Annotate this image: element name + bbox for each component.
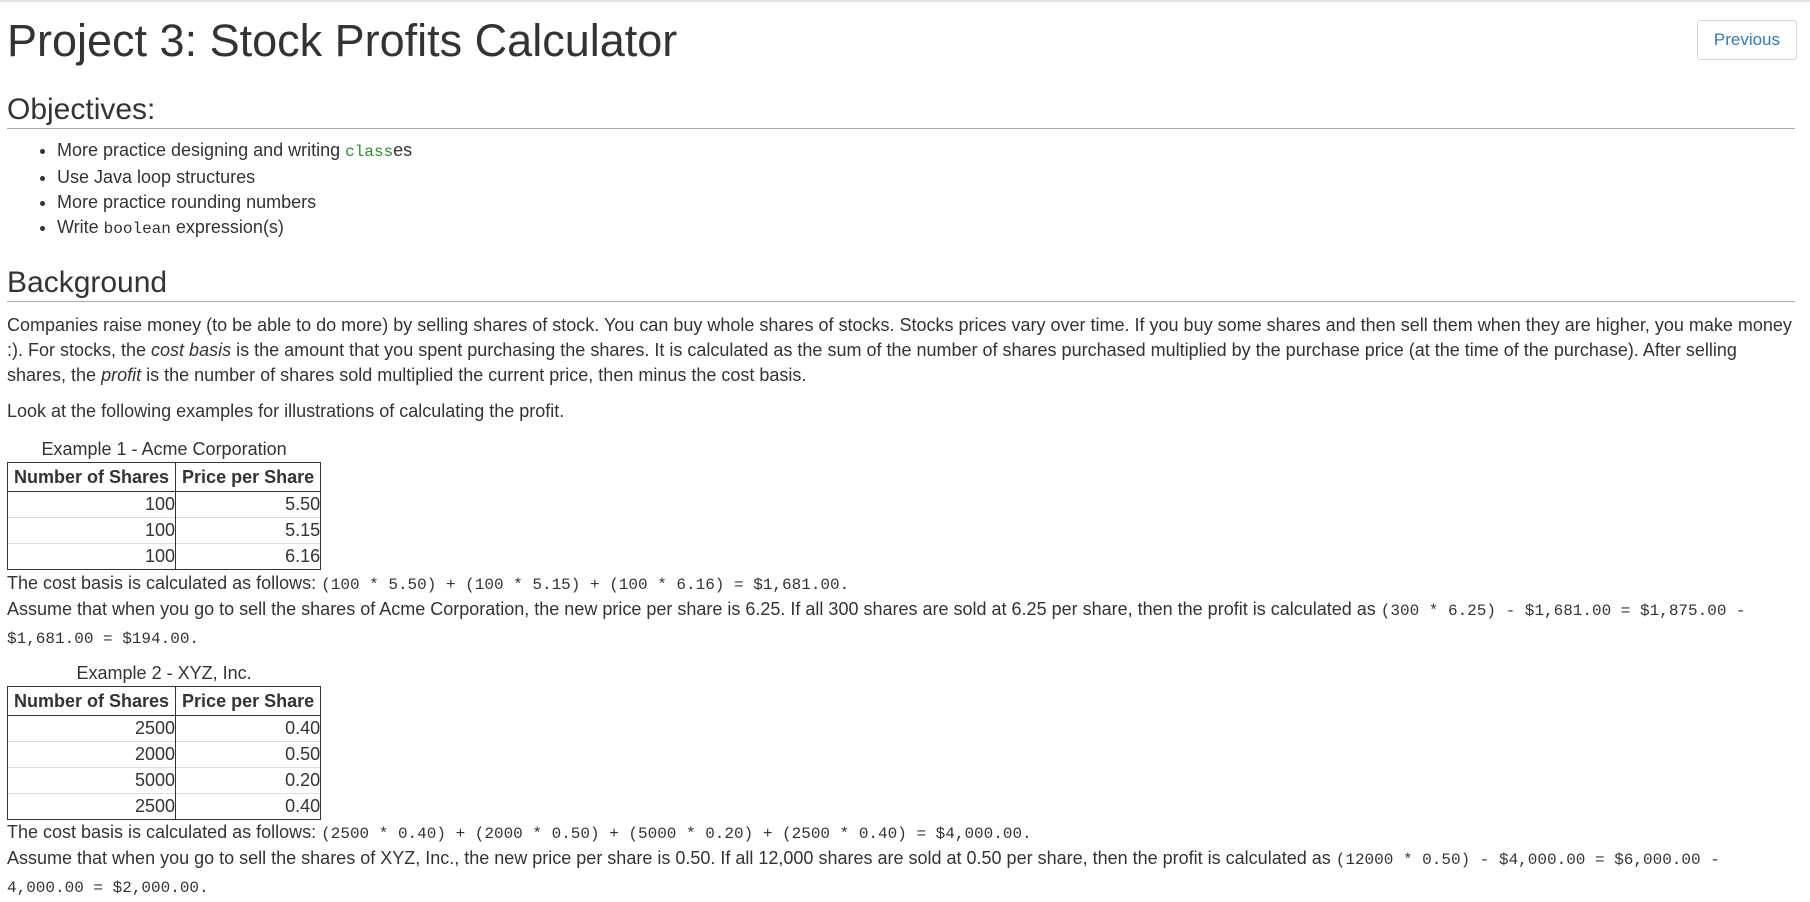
table-header-row	[8, 463, 321, 492]
background-heading: Background	[7, 266, 1795, 302]
cost-text: The cost basis is calculated as follows:	[7, 573, 322, 593]
example-1-cost-line	[7, 570, 1797, 598]
list-item-text: More practice designing and writing	[57, 140, 346, 160]
table-row	[8, 716, 321, 742]
profit-text: Assume that when you go to sell the shares of XYZ, Inc., the new price per share is 0.50. If all 12,000 shares are sold at 0.50 per share, then the profit is calculated as	[7, 848, 1336, 868]
column-header: Price per Share	[176, 687, 321, 716]
inline-code: class	[345, 143, 394, 161]
table-cell: 2500	[8, 716, 176, 742]
list-item	[57, 138, 412, 165]
table-header-row	[8, 687, 321, 716]
profit-text: Assume that when you go to sell the shares of Acme Corporation, the new price per share is 6.25. If all 300 shares are sold at 6.25 per share, then the profit is calculated as	[7, 599, 1381, 619]
cost-formula: (100 * 5.50) + (100 * 5.15) + (100 * 6.16) = $1,681.00.	[321, 576, 850, 594]
example-1-profit-line	[7, 596, 1797, 652]
table-cell: 100	[8, 544, 176, 570]
table-cell: 2500	[8, 794, 176, 820]
list-item	[57, 165, 412, 190]
column-header: Number of Shares	[8, 687, 176, 716]
list-item	[57, 215, 412, 242]
cost-text: The cost basis is calculated as follows:	[7, 822, 322, 842]
table-cell: 5.50	[176, 492, 321, 518]
background-section	[7, 266, 1795, 302]
term-cost-basis: cost basis	[151, 340, 232, 360]
term-profit: profit	[101, 365, 142, 385]
table-cell: 6.16	[176, 544, 321, 570]
example-1	[7, 437, 321, 570]
inline-code: boolean	[103, 220, 171, 238]
table-row	[8, 794, 321, 820]
table-row	[8, 518, 321, 544]
table-cell: 100	[8, 518, 176, 544]
list-item-text: Use Java loop structures	[57, 167, 256, 187]
example-2-profit-line	[7, 845, 1797, 901]
table-cell: 0.40	[176, 794, 321, 820]
objectives-heading: Objectives:	[7, 93, 1795, 129]
table-cell: 100	[8, 492, 176, 518]
table-cell: 5000	[8, 768, 176, 794]
background-paragraph	[7, 313, 1797, 388]
examples-intro: Look at the following examples for illustrations of calculating the profit.	[7, 401, 565, 421]
table-row	[8, 768, 321, 794]
example-2-caption: Example 2 - XYZ, Inc.	[76, 663, 252, 683]
example-1-caption: Example 1 - Acme Corporation	[41, 439, 287, 459]
table-cell: 0.40	[176, 716, 321, 742]
objectives-section	[7, 93, 1795, 129]
list-item-text: expression(s)	[170, 217, 284, 237]
top-border	[0, 0, 1810, 2]
objectives-list	[7, 138, 412, 242]
column-header: Price per Share	[176, 463, 321, 492]
example-2-cost-line	[7, 819, 1797, 847]
paragraph-text: is the number of shares sold multiplied the current price, then minus the cost basis.	[141, 365, 807, 385]
table-cell: 0.50	[176, 742, 321, 768]
table-cell: 5.15	[176, 518, 321, 544]
list-item	[57, 190, 412, 215]
example-2	[7, 661, 321, 820]
cost-formula: (2500 * 0.40) + (2000 * 0.50) + (5000 * 0.20) + (2500 * 0.40) = $4,000.00.	[321, 825, 1032, 843]
table-row	[8, 544, 321, 570]
table-cell: 0.20	[176, 768, 321, 794]
list-item-text: es	[393, 140, 413, 160]
table-cell: 2000	[8, 742, 176, 768]
example-2-table	[7, 661, 321, 820]
page-title: Project 3: Stock Profits Calculator	[7, 15, 678, 66]
table-row	[8, 742, 321, 768]
paragraph-text: is the amount that you spent purchasing the shares. It is calculated as the sum of the number of shares purchased multiplied by the purchase price (at the time of the purchase). After selling shares, the	[7, 340, 1737, 385]
column-header: Number of Shares	[8, 463, 176, 492]
paragraph-text: Companies raise money (to be able to do more) by selling shares of stock. You can buy whole shares of stocks. Stocks prices vary over time. If you buy some shares and then sell them when they are higher, you make money :). For stocks, the	[7, 315, 1792, 360]
previous-button[interactable]: Previous	[1697, 20, 1797, 60]
profit-formula: (300 * 6.25) - $1,681.00 = $1,875.00 - $1,681.00 = $194.00.	[7, 602, 1746, 648]
table-row	[8, 492, 321, 518]
example-1-table	[7, 437, 321, 570]
list-item-text: More practice rounding numbers	[57, 192, 317, 212]
list-item-text: Write	[57, 217, 104, 237]
profit-formula: (12000 * 0.50) - $4,000.00 = $6,000.00 - 4,000.00 = $2,000.00.	[7, 851, 1720, 897]
